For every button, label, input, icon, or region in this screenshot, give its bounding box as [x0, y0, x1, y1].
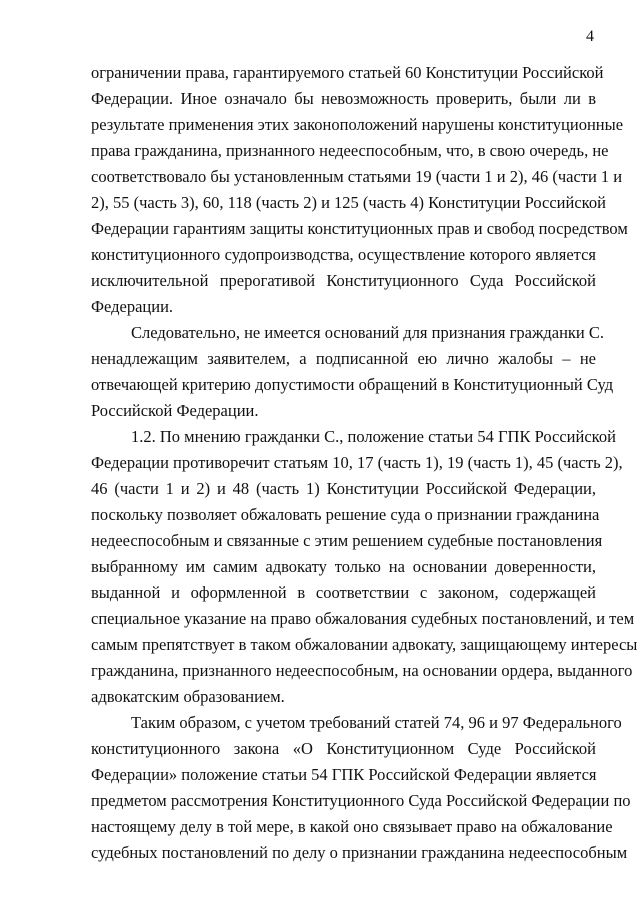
text-line: результате применения этих законоположений нарушены конституционные [91, 115, 624, 134]
text-line: ограничении права, гарантируемого статьей 60 Конституции Российской [91, 63, 604, 82]
text-line: Федерации гарантиям защиты конституционных прав и свобод посредством [91, 219, 628, 238]
text-line: судебных постановлений по делу о признании гражданина недееспособным [91, 843, 628, 862]
text-line: поскольку позволяет обжаловать решение суда о признании гражданина [91, 505, 600, 524]
text-line: выданной и оформленной в соответствии с законом, содержащей [91, 583, 596, 602]
text-line: специальное указание на право обжалования судебных постановлений, и тем [91, 609, 635, 628]
text-line: предметом рассмотрения Конституционного Суда Российской Федерации по [91, 791, 631, 810]
text-line: ненадлежащим заявителем, а подписанной ею лично жалобы – не [91, 349, 596, 368]
text-line: конституционного судопроизводства, осуществление которого является [91, 245, 596, 264]
text-line: права гражданина, признанного недееспособным, что, в свою очередь, не [91, 141, 609, 160]
text-line: настоящему делу в той мере, в какой оно связывает право на обжалование [91, 817, 613, 836]
text-line: 1.2. По мнению гражданки С., положение статьи 54 ГПК Российской [131, 427, 616, 446]
text-line: Федерации» положение статьи 54 ГПК Российской Федерации является [91, 765, 597, 784]
text-line: самым препятствует в таком обжаловании адвокату, защищающему интересы [91, 635, 638, 654]
text-line: Следовательно, не имеется оснований для признания гражданки С. [131, 323, 604, 342]
text-line: Таким образом, с учетом требований статей 74, 96 и 97 Федерального [131, 713, 622, 732]
text-line: Федерации противоречит статьям 10, 17 (часть 1), 19 (часть 1), 45 (часть 2), [91, 453, 623, 472]
text-line: соответствовало бы установленным статьями 19 (части 1 и 2), 46 (части 1 и [91, 167, 623, 186]
page-number: 4 [586, 28, 594, 45]
text-line: отвечающей критерию допустимости обращений в Конституционный Суд [91, 375, 614, 394]
text-line: Российской Федерации. [91, 401, 259, 420]
text-line: исключительной прерогативой Конституционного Суда Российской [91, 271, 596, 290]
text-line: 2), 55 (часть 3), 60, 118 (часть 2) и 125 (часть 4) Конституции Российской [91, 193, 606, 212]
text-line: конституционного закона «О Конституционном Суде Российской [91, 739, 596, 758]
text-line: 46 (части 1 и 2) и 48 (часть 1) Конституции Российской Федерации, [91, 479, 596, 498]
text-line: адвокатским образованием. [91, 687, 285, 706]
text-line: гражданина, признанного недееспособным, на основании ордера, выданного [91, 661, 633, 680]
text-line: Федерации. [91, 297, 174, 316]
text-line: выбранному им самим адвокату только на основании доверенности, [91, 557, 596, 576]
text-line: недееспособным и связанные с этим решением судебные постановления [91, 531, 603, 550]
text-line: Федерации. Иное означало бы невозможность проверить, были ли в [91, 89, 596, 108]
